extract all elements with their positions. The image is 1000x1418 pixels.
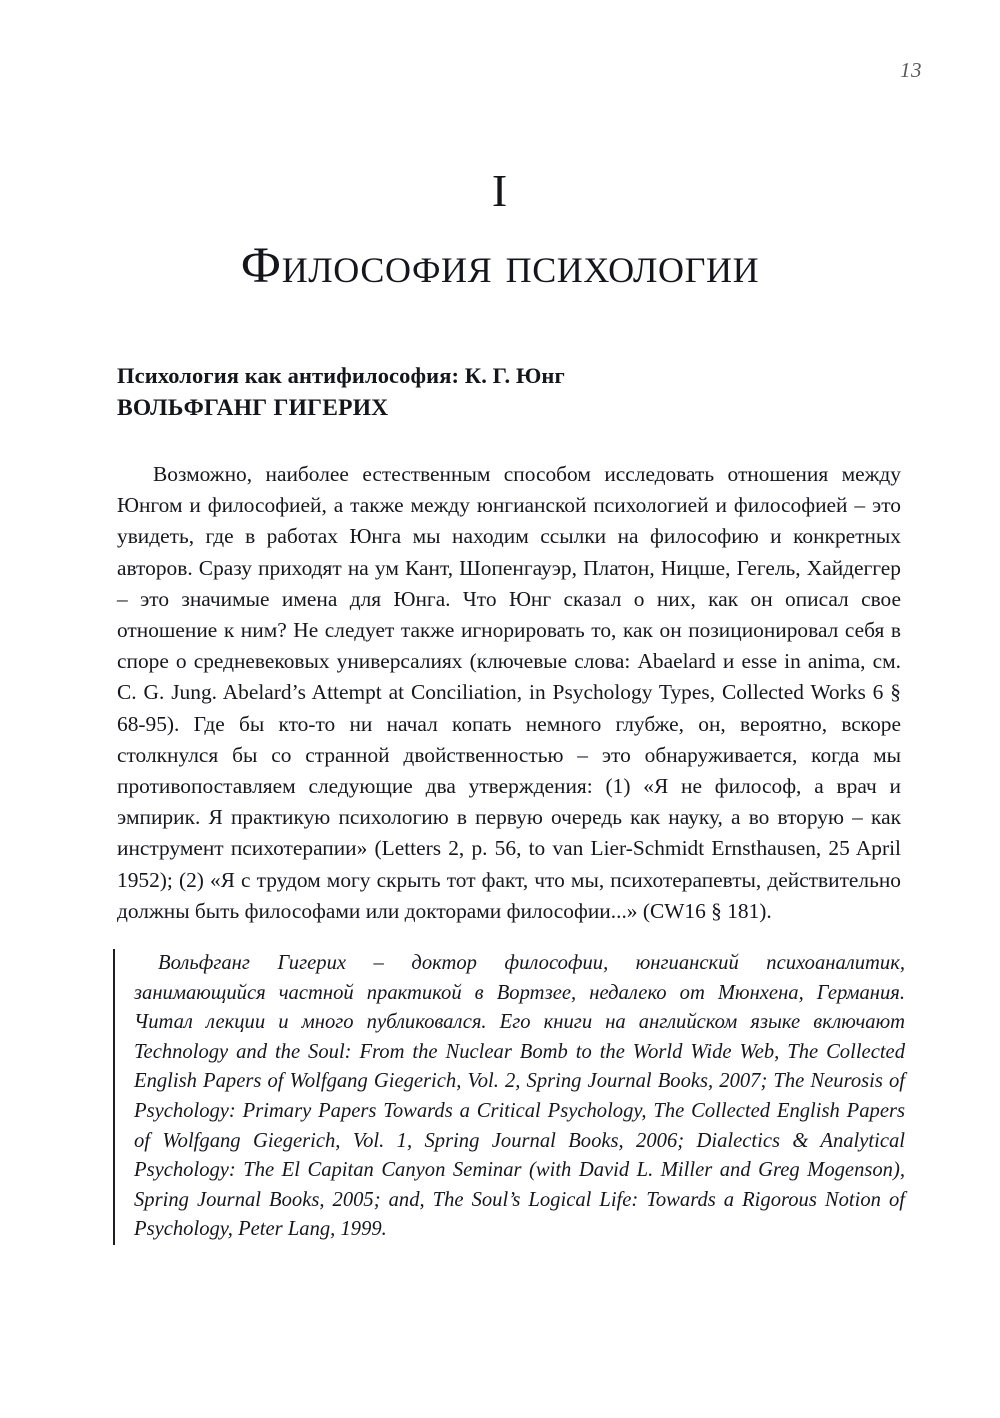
body-paragraph: Возможно, наиболее естественным способом исследовать отношения между Юнгом и философией, а также между юнгианской психологией и философией – это увидеть, где в работах Юнга мы находим ссылки на философию и конкретных авторов. Сразу приходят на ум Кант, Шопенгауэр, Платон, Ницше, Гегель, Хайдеггер – это значимые имена для Юнга. Что Юнг сказал о них, как он описал свое отношение к ним? Не следует также игнорировать то, как он позиционировал себя в споре о средневековых универсалиях (ключевые слова: Abaelard и esse in anima, см. C. G. Jung. Abelard’s Attempt at Conciliation, in Psychology Types, Collected Works 6 § 68-95). Где бы кто-то ни начал копать немного глубже, он, вероятно, вскоре столкнулся бы со странной двойственностью – это обнаруживается, когда мы противопоставляем следующие два утверждения: (1) «Я не философ, а врач и эмпирик. Я практикую психологию в первую очередь как науку, а во вторую – как инструмент психотерапии» (Letters 2, p. 56, to van Lier-Schmidt Ernsthausen, 25 April 1952); (2) «Я с трудом могу скрыть тот факт, что мы, психотерапевты, действительно должны быть философами или докторами философии...» (CW16 § 181). [117,462,901,923]
article-title: Психология как антифилософия: К. Г. Юнг [117,363,565,388]
article-author: ВОЛЬФГАНГ ГИГЕРИХ [117,395,389,422]
author-bio-text: Вольфганг Гигерих – доктор философии, юнгианский психоаналитик, занимающийся частной практикой в Вортзее, недалеко от Мюнхена, Германия. Читал лекции и много публиковался. Его книги на английском языке включают Technology and the Soul: From the Nuclear Bomb to the World Wide Web, The Collected English Papers of Wolfgang Giegerich, Vol. 2, Spring Journal Books, 2007; The Neurosis of Psychology: Primary Papers Towards a Critical Psychology, The Collected English Papers of Wolfgang Giegerich, Vol. 1, Spring Journal Books, 2006; Dialectics & Analytical Psychology: The El Capitan Canyon Seminar (with David L. Miller and Greg Mogenson), Spring Journal Books, 2005; and, The Soul’s Logical Life: Towards a Rigorous Notion of Psychology, Peter Lang, 1999. [134,952,905,1241]
part-title: Философия психологии [240,238,760,294]
part-numeral: I [491,165,509,216]
article-body [117,459,901,927]
article-heading [117,361,901,425]
author-bio-note [113,949,905,1245]
page-number: 13 [900,58,922,82]
part-opener [0,165,1000,294]
